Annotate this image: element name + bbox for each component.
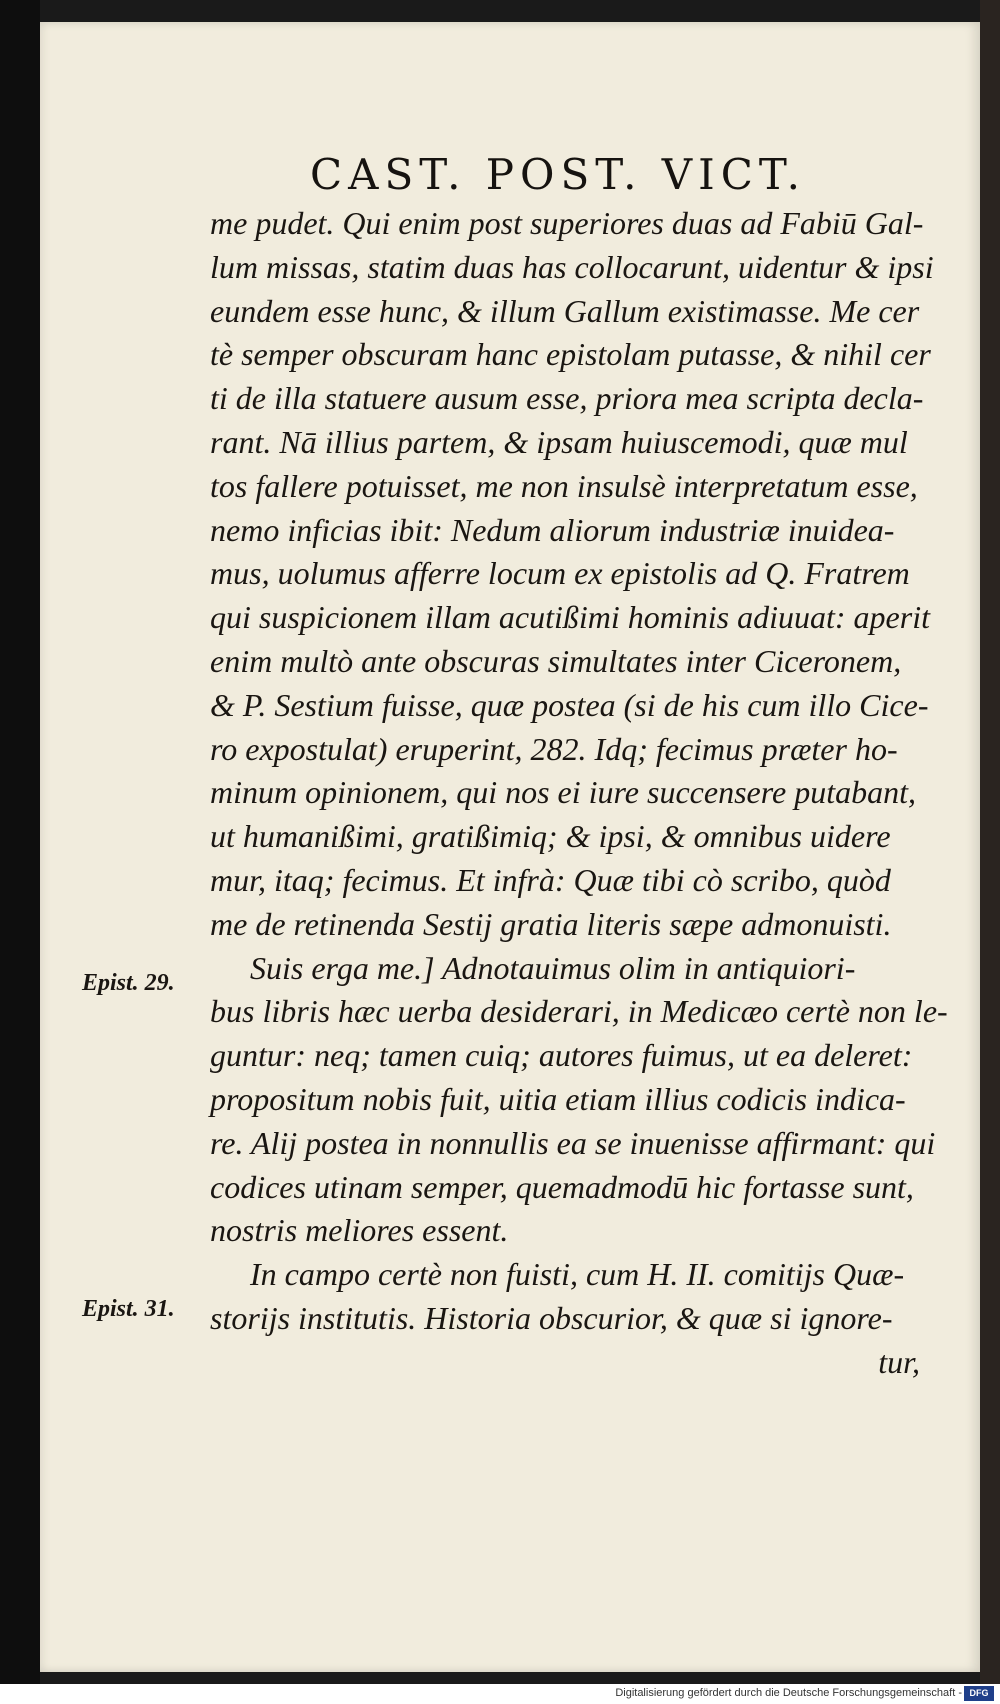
funding-credit: Digitalisierung gefördert durch die Deutsche Forschungsgemeinschaft - (615, 1687, 962, 1699)
body-line: bus libris hæc uerba desiderari, in Medicæo certè non le- (210, 993, 948, 1030)
body-line: me pudet. Qui enim post superiores duas ad Fabiū Gal- (210, 205, 924, 241)
body-line: In campo certè non fuisti, cum H. II. comitijs Quæ- (250, 1256, 905, 1293)
body-line: tos fallere potuisset, me non insulsè interpretatum esse, (210, 467, 918, 504)
scan-right-edge (980, 0, 1000, 1704)
margin-note-epist-31: Epist. 31. (82, 1296, 175, 1322)
body-line: rant. Nā illius partem, & ipsam huiuscemodi, quæ mul (210, 423, 908, 460)
body-line: mus, uolumus afferre locum ex epistolis ad Q. Fratrem (210, 555, 910, 592)
body-line: lum missas, statim duas has collocarunt, uidentur & ipsi (210, 248, 934, 285)
body-line: qui suspicionem illam acutißimi hominis adiuuat: aperit (210, 599, 930, 636)
body-line: storijs institutis. Historia obscurior, & quæ si ignore- (210, 1299, 893, 1336)
digitization-footer (0, 1684, 1000, 1704)
running-head: CAST. POST. VICT. (310, 150, 807, 199)
body-line: guntur: neq; tamen cuiq; autores fuimus, ut ea deleret: (210, 1037, 913, 1074)
body-line: Suis erga me.] Adnotauimus olim in antiquiori- (250, 949, 856, 986)
body-line: ti de illa statuere ausum esse, priora mea scripta decla- (210, 380, 924, 417)
body-line: nostris meliores essent. (210, 1212, 509, 1249)
body-line: codices utinam semper, quemadmodū hic fortasse sunt, (210, 1168, 914, 1205)
body-line: re. Alij postea in nonnullis ea se inuenisse affirmant: qui (210, 1124, 936, 1161)
body-line: mur, itaq; fecimus. Et infrà: Quæ tibi cò scribo, quòd (210, 861, 891, 898)
body-line: ut humanißimi, gratißimiq; & ipsi, & omnibus uidere (210, 818, 891, 855)
body-line: propositum nobis fuit, uitia etiam illius codicis indica- (210, 1080, 906, 1117)
body-line: nemo inficias ibit: Nedum aliorum industriæ inuidea- (210, 511, 895, 548)
dfg-logo: DFG (964, 1686, 994, 1701)
body-line: me de retinenda Sestij gratia literis sæpe admonuisti. (210, 905, 892, 942)
catchword: tur, (878, 1343, 920, 1380)
body-line: enim multò ante obscuras simultates inter Ciceronem, (210, 642, 902, 679)
body-text (210, 202, 948, 1385)
body-line: ro expostulat) eruperint, 282. Idq; fecimus præter ho- (210, 730, 898, 767)
scan-left-edge (0, 0, 40, 1704)
body-line: minum opinionem, qui nos ei iure succensere putabant, (210, 774, 916, 811)
margin-note-epist-29: Epist. 29. (82, 970, 175, 996)
body-line: tè semper obscuram hanc epistolam putasse, & nihil cer (210, 336, 931, 373)
body-line: & P. Sestium fuisse, quæ postea (si de his cum illo Cice- (210, 686, 929, 723)
body-line: eundem esse hunc, & illum Gallum existimasse. Me cer (210, 292, 920, 329)
